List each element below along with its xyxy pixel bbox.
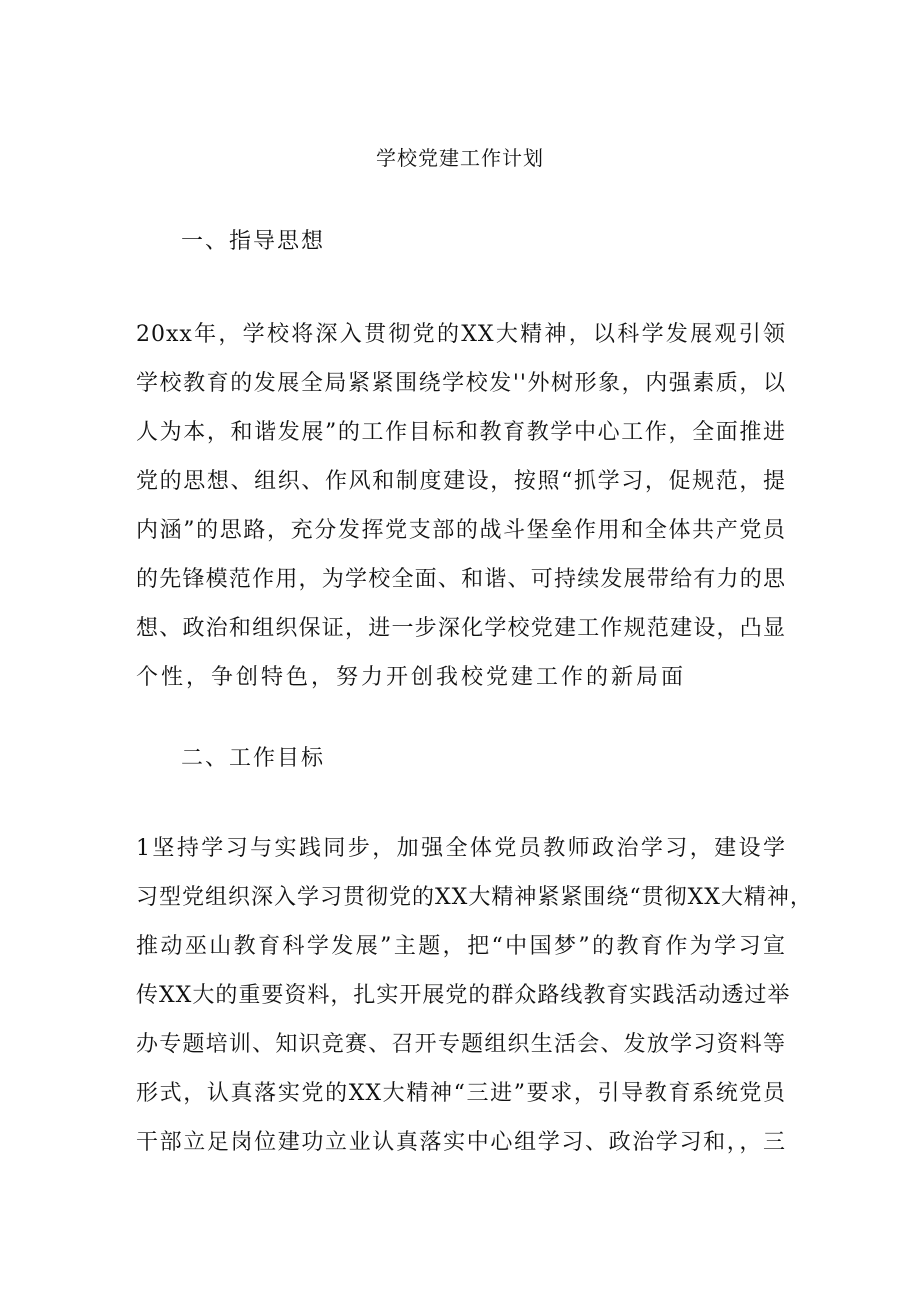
section2-paragraph	[136, 824, 813, 1167]
paragraph-line: 个性，争创特色，努力开创我校党建工作的新局面	[136, 665, 687, 690]
paragraph-line: 传XX大的重要资料，扎实开展党的群众路线教育实践活动透过举	[136, 983, 791, 1008]
section-heading-work-goals: 二、工作目标	[181, 746, 326, 771]
paragraph-line: 20xx年，学校将深入贯彻党的XX大精神，以科学发展观引领	[136, 322, 786, 347]
paragraph-line: 内涵”的思路，充分发挥党支部的战斗堡垒作用和全体共产党员	[136, 518, 786, 543]
paragraph-line: 办专题培训、知识竞赛、召开专题组织生活会、发放学习资料等	[136, 1032, 786, 1057]
paragraph-line: 干部立足岗位建功立业认真落实中心组学习、政治学习和，，三	[136, 1130, 786, 1155]
paragraph-line: 学校教育的发展全局紧紧围绕学校发''外树形象，内强素质，以	[136, 371, 786, 396]
paragraph-line: 人为本，和谐发展”的工作目标和教育教学中心工作，全面推进	[136, 420, 786, 445]
section-heading-guiding-ideology: 一、指导思想	[181, 229, 326, 254]
paragraph-line: 想、政治和组织保证，进一步深化学校党建工作规范建设，凸显	[136, 616, 786, 641]
paragraph-line: 形式，认真落实党的XX大精神“三进”要求，引导教育系统党员	[136, 1081, 786, 1106]
document-title: 学校党建工作计划	[376, 146, 544, 170]
paragraph-line: 推动巫山教育科学发展”主题，把“中国梦”的教育作为学习宣	[136, 934, 786, 959]
paragraph-line: 党的思想、组织、作风和制度建设，按照“抓学习，促规范，提	[136, 469, 786, 494]
paragraph-line: 习型党组织深入学习贯彻党的XX大精神紧紧围绕“贯彻XX大精神，	[136, 885, 813, 910]
section1-paragraph	[136, 310, 786, 702]
paragraph-line: 1坚持学习与实践同步，加强全体党员教师政治学习，建设学	[136, 836, 786, 861]
paragraph-line: 的先锋模范作用，为学校全面、和谐、可持续发展带给有力的思	[136, 567, 786, 592]
